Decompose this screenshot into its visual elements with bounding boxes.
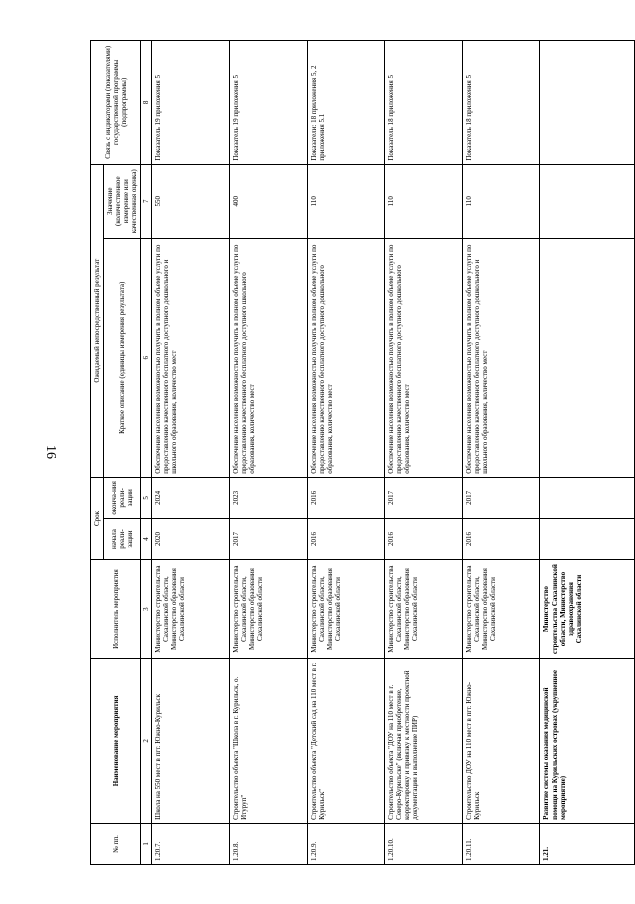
row-end: 2016 [307,477,385,518]
row-start: 2017 [229,518,307,559]
header-value: Значение (количественное измерение или качественная оценка) [104,164,141,238]
column-index-row [141,41,152,865]
header-term: Срок [91,477,104,559]
row-name: Строительство объекта "Школа в г. Курильск, о. Итуруп" [229,659,307,824]
row-num: 1.20.10. [385,823,463,864]
table-row [540,41,635,865]
row-end [540,477,635,518]
row-num: 1.21. [540,823,635,864]
page-number: 16 [43,445,58,459]
col-index: 6 [141,238,152,477]
header-term-end: оконча-ния реали-зации [104,477,141,518]
row-name: Строительство ДОУ на 110 мест в пгт. Южно-Курильск [462,659,540,824]
row-start: 2020 [152,518,230,559]
row-num: 1.20.11. [462,823,540,864]
col-index: 2 [141,659,152,824]
row-executor: Министерство строительства Сахалинской области, Министерство образования Сахалинской области [385,560,463,659]
col-index: 5 [141,477,152,518]
row-value: 110 [307,164,385,238]
header-executor: Исполнитель мероприятия [91,560,141,659]
row-desc: Обеспечение населения возможностью получить в полном объеме услуги по предоставлению качественного бесплатного доступного дошкольного и школьного образования, количество мест [152,238,230,477]
row-num: 1.20.8. [229,823,307,864]
header-expected: Ожидаемый непосредственный результат [91,164,104,477]
row-name: Развитие системы оказания медицинской помощи на Курильских островах (укрупненное мероприятие) [540,659,635,824]
table-row [229,41,307,865]
row-value: 110 [385,164,463,238]
row-end: 2017 [385,477,463,518]
header-short-desc: Краткое описание (единицы измерения результата) [104,238,141,477]
col-index: 3 [141,560,152,659]
rotated-sheet [90,40,635,865]
row-name: Строительство объекта "ДОУ на 110 мест в г. Северо-Курильске" (включая приобретение, корректировку и привязку к местности проектной документации и выполнение ПИР) [385,659,463,824]
row-executor: Министерство строительства Сахалинской области, Министерство образования Сахалинской области [307,560,385,659]
row-value: 110 [462,164,540,238]
row-link [540,41,635,165]
row-link: Показатель 19 приложения 5 [152,41,230,165]
header-term-start: начала реали-зации [104,518,141,559]
header-link: Связь с индикаторами (показателями) государственной программы (подпрограммы) [91,41,141,165]
row-value: 400 [229,164,307,238]
row-executor: Министерство строительства Сахалинской области, Министерство здравоохранения Сахалинской области [540,560,635,659]
row-executor: Министерство строительства Сахалинской области, Министерство образования Сахалинской области [152,560,230,659]
row-desc: Обеспечение населения возможностью получить в полном объеме услуги по предоставлению качественного бесплатного доступного дошкольного и школьного образования, количество мест [462,238,540,477]
col-index: 1 [141,823,152,864]
row-desc: Обеспечение населения возможностью получить в полном объеме услуги по предоставлению качественного бесплатного доступного дошкольного образования, количество мест [307,238,385,477]
row-desc: Обеспечение населения возможностью получить в полном объеме услуги по предоставлению качественного бесплатного доступного дошкольного образования, количество мест [385,238,463,477]
row-desc [540,238,635,477]
row-end: 2023 [229,477,307,518]
row-link: Показатель 18 приложения 5 [385,41,463,165]
header-num: № пп. [91,823,141,864]
table-row [385,41,463,865]
row-value: 550 [152,164,230,238]
table-row [307,41,385,865]
row-num: 1.20.9. [307,823,385,864]
col-index: 8 [141,41,152,165]
row-end: 2017 [462,477,540,518]
row-start: 2016 [307,518,385,559]
row-name: Школа на 550 мест в пгт. Южно-Курильск [152,659,230,824]
table-row [462,41,540,865]
row-link: Показатель 18 приложения 5 [462,41,540,165]
row-executor: Министерство строительства Сахалинской области, Министерство образования Сахалинской области [229,560,307,659]
program-table [90,40,635,865]
col-index: 4 [141,518,152,559]
row-start: 2016 [385,518,463,559]
row-end: 2024 [152,477,230,518]
row-desc: Обеспечение населения возможностью получить в полном объеме услуги по предоставлению качественного бесплатного доступного школьного образования, количество мест [229,238,307,477]
row-name: Строительство объекта "Детский сад на 110 мест в г. Курильск" [307,659,385,824]
row-link: Показатели: 18 приложения 5, 2 приложения 5.1 [307,41,385,165]
row-num: 1.20.7. [152,823,230,864]
row-executor: Министерство строительства Сахалинской области, Министерство образования Сахалинской области [462,560,540,659]
row-start [540,518,635,559]
header-name: Наименование мероприятия [91,659,141,824]
table-row [152,41,230,865]
col-index: 7 [141,164,152,238]
row-value [540,164,635,238]
row-link: Показатель 19 приложения 5 [229,41,307,165]
row-start: 2016 [462,518,540,559]
